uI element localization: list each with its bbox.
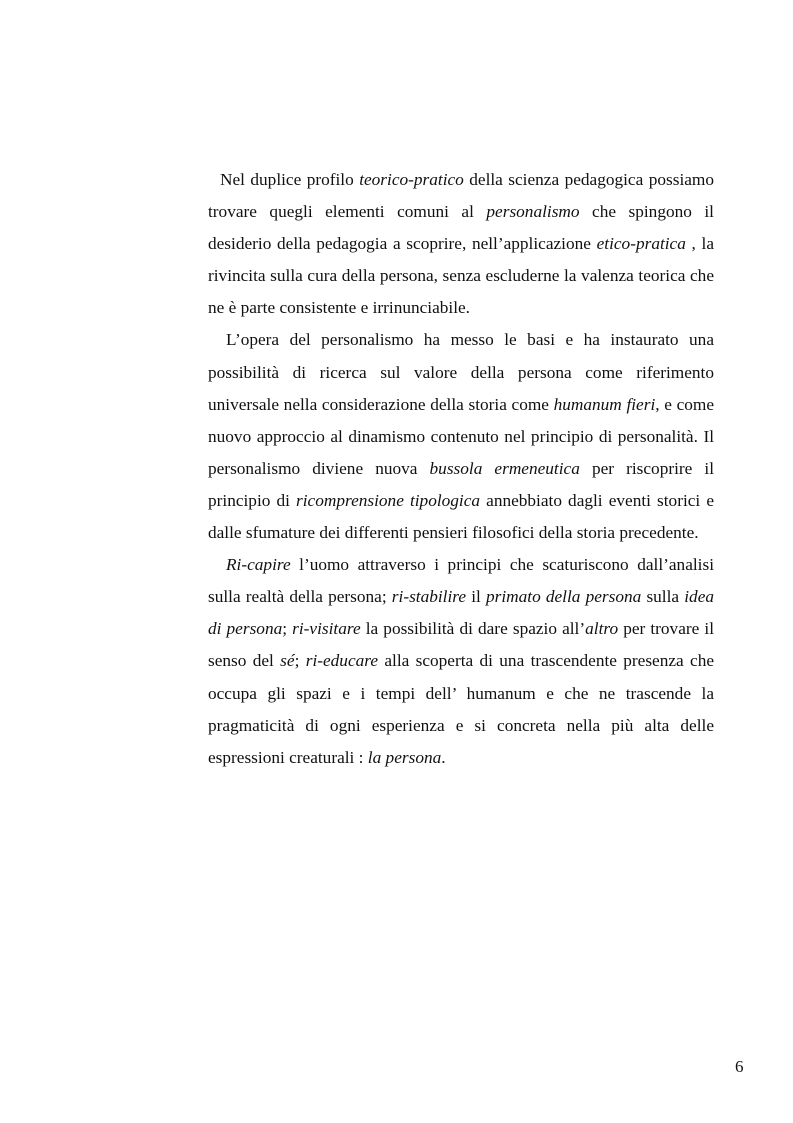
text-run: , e come nuovo approccio al dinamismo contenuto nel principio di personalità. Il personalismo diviene nuova xyxy=(208,394,714,478)
italic-run: personalismo xyxy=(486,202,580,222)
paragraph-1 xyxy=(208,164,714,324)
italic-run: Ri-capire xyxy=(226,555,291,575)
text-run: , la rivincita sulla cura della persona, senza escluderne la valenza teorica che ne è parte consistente e irrinunciabile. xyxy=(208,234,715,318)
text-run: l’uomo attraverso i principi che scaturiscono dall’analisi sulla realtà della persona; xyxy=(208,555,714,607)
italic-run: altro xyxy=(585,619,619,639)
italic-run: sé xyxy=(280,651,295,671)
text-run: della scienza pedagogica possiamo trovare quegli elementi comuni al xyxy=(208,170,714,222)
text-run: ; xyxy=(294,651,306,671)
italic-run: etico-pratica xyxy=(596,234,686,254)
italic-run: ri-educare xyxy=(305,651,379,671)
paragraph-1-content xyxy=(208,170,714,317)
paragraph-3-content xyxy=(208,555,714,767)
text-run: per trovare il senso del xyxy=(208,619,715,671)
text-run: la possibilità di dare spazio all’ xyxy=(360,619,586,639)
text-run: L’opera del personalismo ha messo le basi e ha instaurato una possibilità di ricerca sul valore della persona come riferimento universale nella considerazione della storia come xyxy=(208,330,714,414)
paragraph-2-content xyxy=(208,330,714,542)
text-run: ; xyxy=(282,619,293,639)
text-run: alla scoperta di una trascendente presenza che occupa gli spazi e i tempi dell’ humanum e che ne trascende la pragmaticità di ogni esperienza e si concreta nella più alta delle espressioni creaturali : xyxy=(208,651,715,767)
italic-run: ri-visitare xyxy=(292,619,361,639)
text-run: per riscoprire il principio di xyxy=(208,458,715,510)
text-run: annebbiato dagli eventi storici e dalle sfumature dei differenti pensieri filosofici della storia precedente. xyxy=(208,490,714,543)
italic-run: ri-stabilire xyxy=(391,587,467,607)
text-run: . xyxy=(441,747,446,767)
text-run: sulla xyxy=(641,587,685,607)
page-number: 6 xyxy=(735,1057,744,1076)
italic-run: humanum fieri xyxy=(553,394,656,414)
body-text xyxy=(208,164,714,774)
text-run: Nel duplice profilo xyxy=(220,170,360,189)
text-run: il xyxy=(466,587,486,607)
paragraph-2 xyxy=(208,324,714,549)
italic-run: bussola ermeneutica xyxy=(429,458,580,478)
italic-run: idea di persona xyxy=(208,587,715,639)
italic-run: la persona xyxy=(367,747,442,767)
paragraph-3 xyxy=(208,549,714,774)
italic-run: ricomprensione tipologica xyxy=(296,490,481,510)
italic-run: teorico-pratico xyxy=(359,170,464,189)
text-run: che spingono il desiderio della pedagogia a scoprire, nell’applicazione xyxy=(208,202,714,254)
italic-run: primato della persona xyxy=(485,587,642,607)
